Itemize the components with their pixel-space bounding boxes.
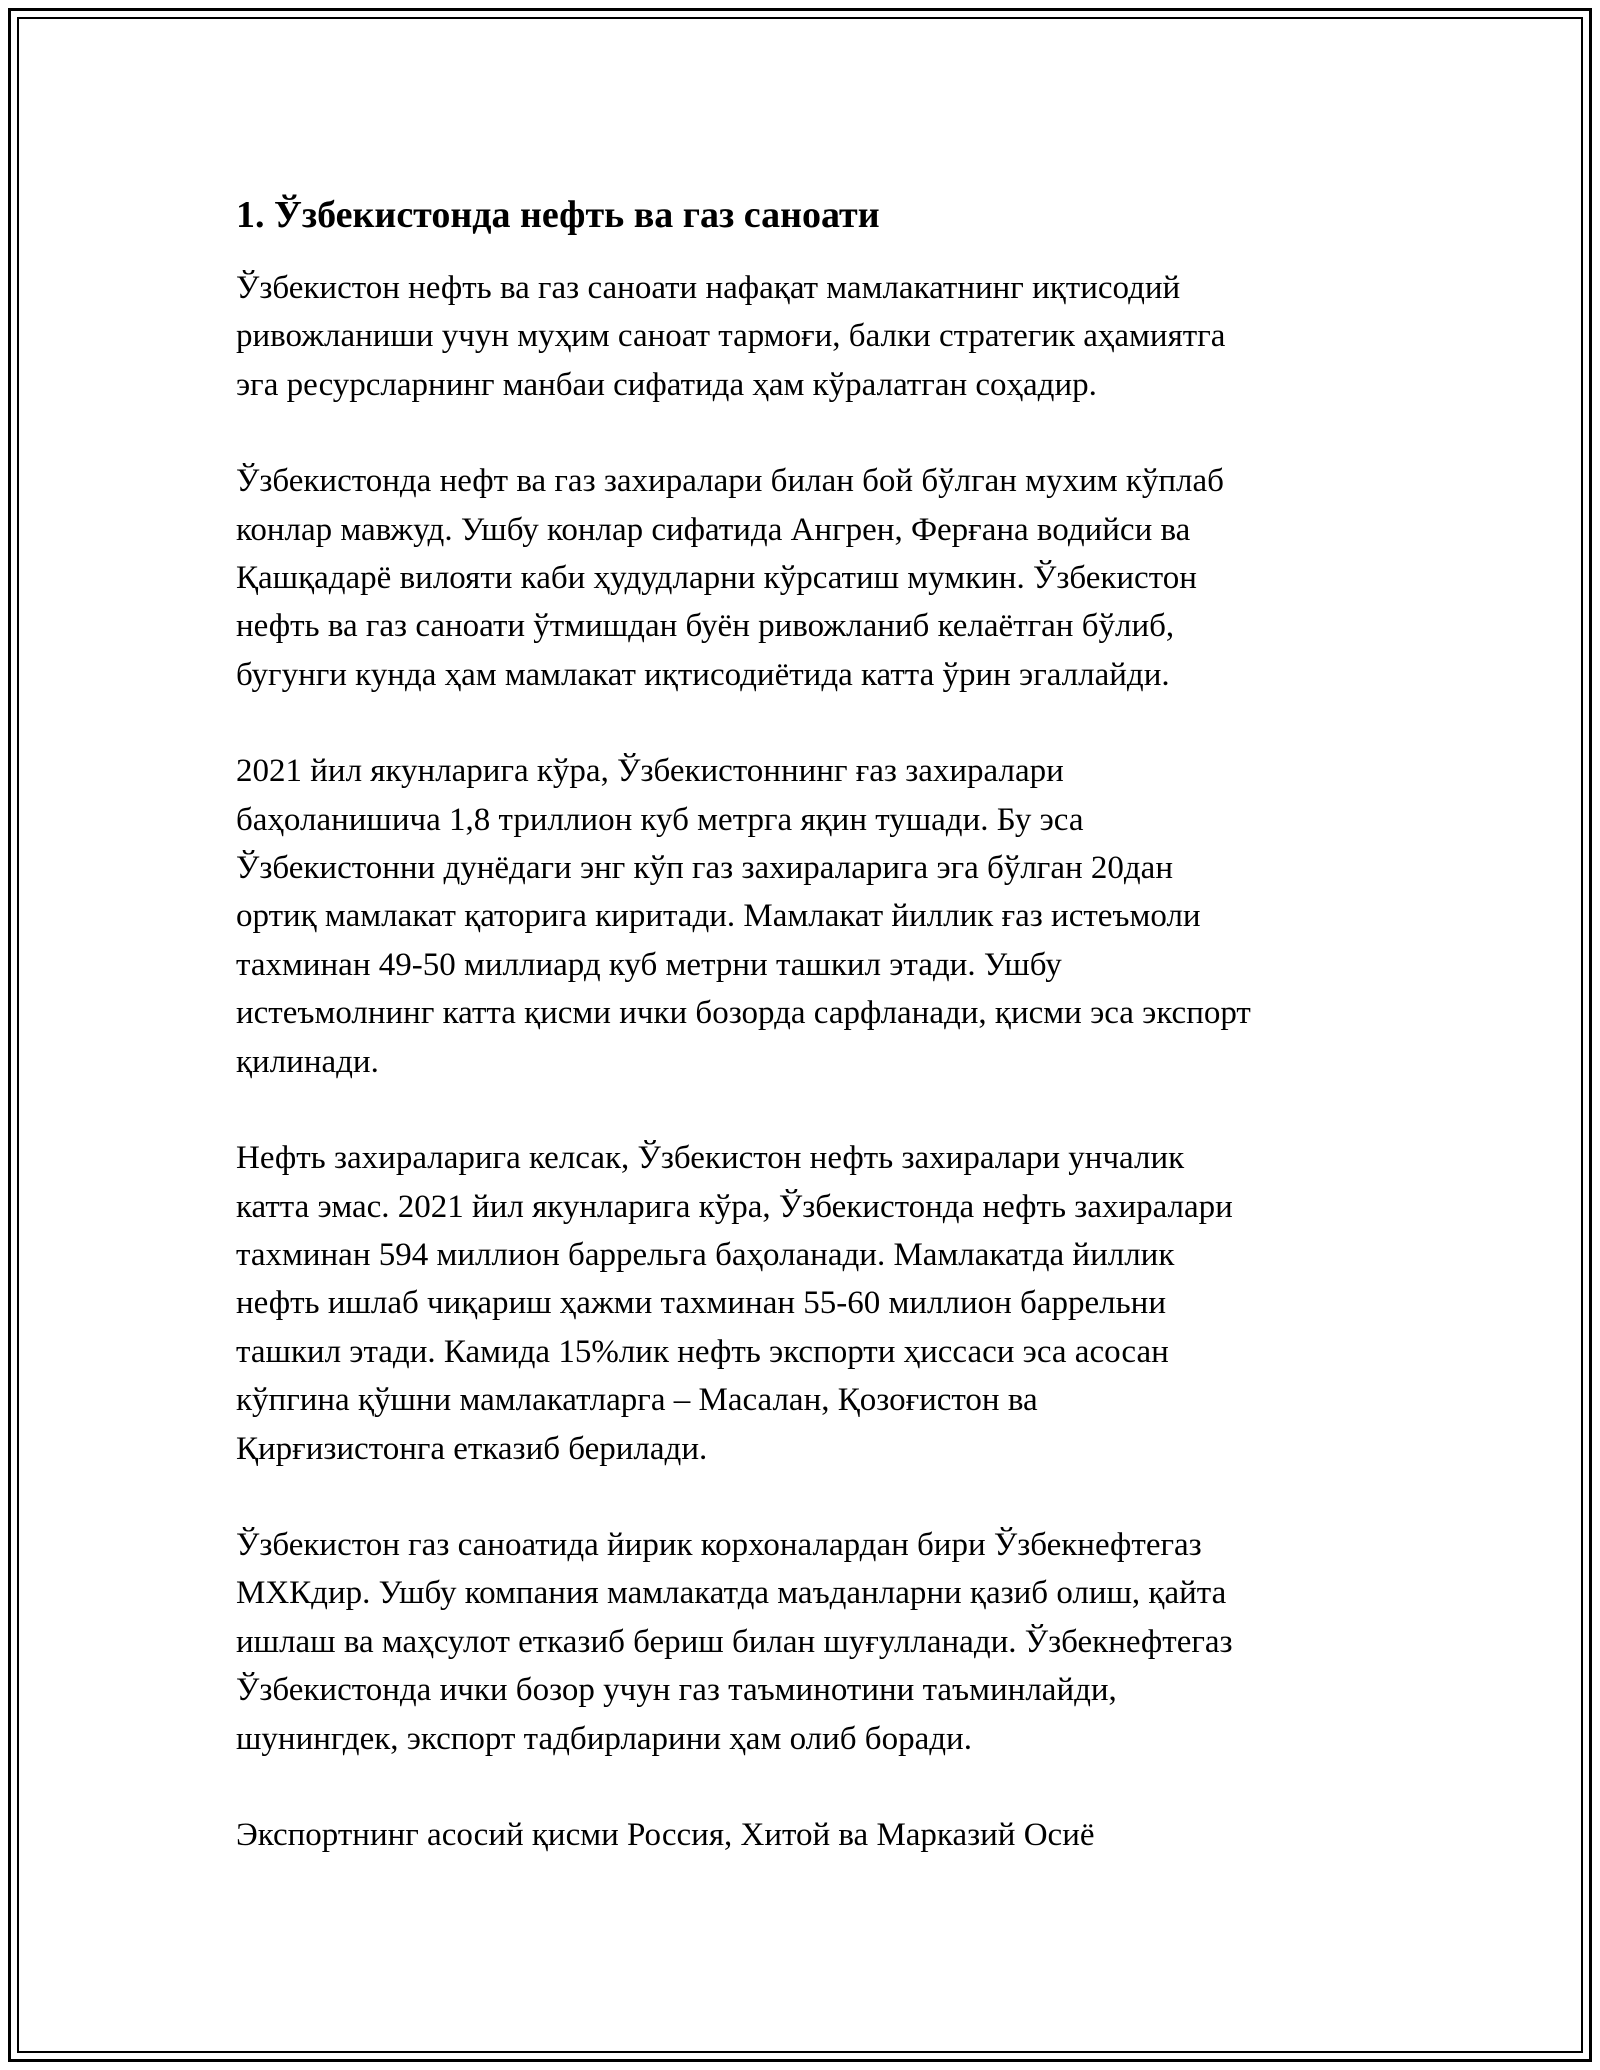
- paragraph-gas-reserves: 2021 йил якунларига кўра, Ўзбекистоннинг ғаз захиралари баҳоланишича 1,8 триллион куб метрга яқин тушади. Бу эса Ўзбекистонни дунёдаги энг кўп газ захираларига эга бўлган 20дан ортиқ мамлакат қаторига киритади. Мамлакат йиллик ғаз истеъмоли тахминан 49-50 миллиард куб метрни ташкил этади. Ушбу истеъмолнинг катта қисми ички бозорда сарфланади, қисми эса экспорт қилинади.: [236, 753, 1251, 1080]
- section-title: 1. Ўзбекистонда нефть ва газ саноати: [236, 194, 880, 236]
- paragraph-intro: Ўзбекистон нефть ва газ саноати нафақат мамлакатнинг иқтисодий ривожланиши учун муҳим саноат тармоғи, балки стратегик аҳамиятга эга ресурсларнинг манбаи сифатида ҳам кўралатган соҳадир.: [236, 270, 1226, 403]
- paragraph-deposits: Ўзбекистонда нефт ва газ захиралари билан бой бўлган мухим кўплаб конлар мавжуд. Ушбу конлар сифатида Ангрен, Ферғана водийси ва Қашқадарё вилояти каби ҳудудларни кўрсатиш мумкин. Ўзбекистон нефть ва газ саноати ўтмишдан буён ривожланиб келаётган бўлиб, бугунги кунда ҳам мамлакат иқтисодиётида катта ўрин эгаллайди.: [236, 463, 1224, 693]
- document-body: [236, 186, 1376, 1907]
- paragraph-export: Экспортнинг асосий қисми Россия, Хитой ва Марказий Осиё: [236, 1816, 1095, 1853]
- paragraph-uzbekneftegaz: Ўзбекистон газ саноатида йирик корхоналардан бири Ўзбекнефтегаз МХКдир. Ушбу компания мамлакатда маъданларни қазиб олиш, қайта ишлаш ва маҳсулот етказиб бериш билан шуғулланади. Ўзбекнефтегаз Ўзбекистонда ички бозор учун газ таъминотини таъминлайди, шунингдек, экспорт тадбирларини ҳам олиб боради.: [236, 1526, 1233, 1757]
- paragraph-oil-reserves: Нефть захираларига келсак, Ўзбекистон нефть захиралари унчалик катта эмас. 2021 йил якунларига кўра, Ўзбекистонда нефть захиралари тахминан 594 миллион баррельга баҳоланади. Мамлакатда йиллик нефть ишлаб чиқариш ҳажми тахминан 55-60 миллион баррельни ташкил этади. Камида 15%лик нефть экспорти ҳиссаси эса асосан кўпгина қўшни мамлакатларга – Масалан, Қозоғистон ва Қирғизистонга етказиб берилади.: [236, 1140, 1233, 1467]
